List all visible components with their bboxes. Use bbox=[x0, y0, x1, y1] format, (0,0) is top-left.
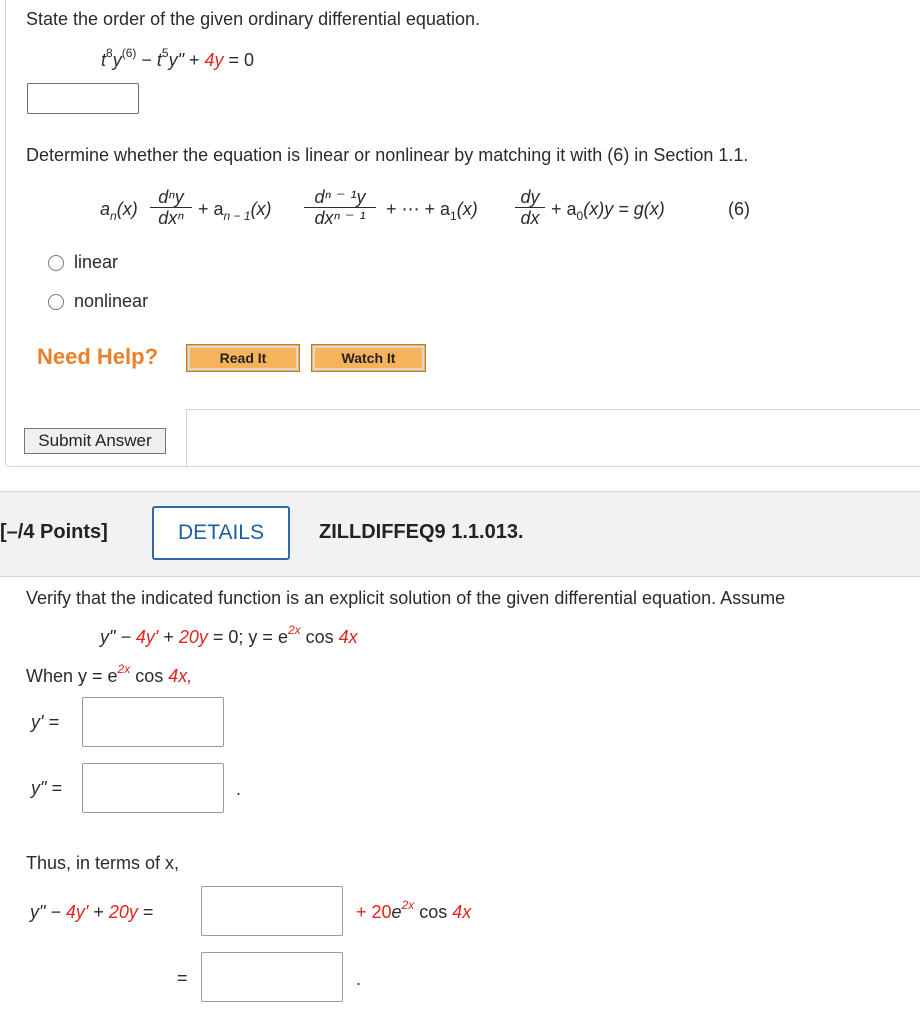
submit-answer-button[interactable]: Submit Answer bbox=[24, 428, 166, 454]
q3-prompt: Verify that the indicated function is an explicit solution of the given differential equation. Assume bbox=[26, 588, 786, 608]
combination-lhs: y" − 4y' + 20y = bbox=[30, 902, 154, 922]
order-answer-field[interactable] bbox=[27, 83, 139, 114]
q2-prompt: Determine whether the equation is linear or nonlinear by matching it with (6) in Section 1.1. bbox=[26, 145, 749, 165]
y-double-prime-answer-field[interactable] bbox=[82, 763, 224, 813]
thus-statement: Thus, in terms of x, bbox=[26, 853, 180, 873]
y-prime-label: y' = bbox=[31, 712, 59, 732]
radio-icon[interactable] bbox=[48, 294, 64, 310]
final-period: . bbox=[356, 969, 362, 989]
final-answer-field[interactable] bbox=[201, 952, 343, 1002]
combination-tail: + $20e^{2x}$ cos 4x bbox=[356, 898, 472, 922]
period: . bbox=[236, 779, 242, 799]
need-help-label: Need Help? bbox=[37, 344, 159, 369]
option-linear[interactable]: linear bbox=[48, 252, 118, 273]
details-button[interactable]: DETAILS bbox=[152, 506, 290, 560]
combination-answer-field[interactable] bbox=[201, 886, 343, 936]
y-double-prime-label: y" = bbox=[31, 778, 62, 798]
q3-equation: y" − 4y' + 20y = 0; $y = e^{2x}$ cos 4x bbox=[100, 623, 358, 647]
q1-prompt: State the order of the given ordinary differential equation. bbox=[26, 9, 480, 29]
y-prime-answer-field[interactable] bbox=[82, 697, 224, 747]
when-statement: When $y = e^{2x}$ cos 4x, bbox=[26, 662, 193, 686]
question-id: ZILLDIFFEQ9 1.1.013. bbox=[319, 521, 524, 543]
watch-it-button[interactable]: Watch It bbox=[311, 344, 426, 372]
q1-equation: $t^8y^{(6)} - t^5y$" + 4y = 0 bbox=[101, 46, 255, 70]
read-it-button[interactable]: Read It bbox=[186, 344, 300, 372]
option-nonlinear[interactable]: nonlinear bbox=[48, 291, 148, 312]
radio-icon[interactable] bbox=[48, 255, 64, 271]
points-label: [–/4 Points] bbox=[0, 521, 108, 543]
final-equals: = bbox=[177, 968, 188, 988]
submit-bar bbox=[186, 409, 920, 468]
